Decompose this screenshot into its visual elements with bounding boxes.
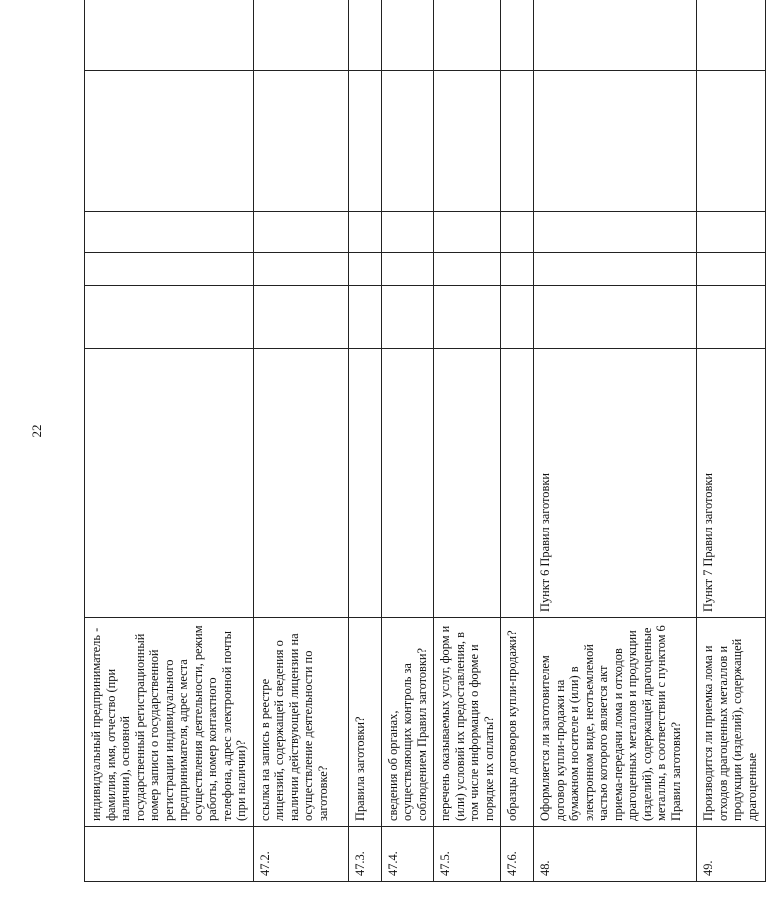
answer-cell — [348, 71, 381, 212]
answer-cell — [381, 212, 434, 253]
answer-cell — [534, 0, 697, 71]
answer-cell — [85, 0, 254, 71]
reference-cell: Пункт 7 Правил заготовки — [697, 349, 766, 618]
table-row — [697, 0, 766, 882]
answer-cell — [697, 71, 766, 212]
answer-cell — [348, 253, 381, 286]
answer-cell — [697, 286, 766, 349]
answer-cell — [501, 253, 534, 286]
reference-cell — [434, 349, 501, 618]
question-cell: образцы договоров купли-продажи? — [501, 618, 534, 827]
answer-cell — [501, 212, 534, 253]
row-number: 47.6. — [501, 827, 534, 882]
answer-cell — [348, 286, 381, 349]
row-number: 49. — [697, 827, 766, 882]
answer-cell — [85, 71, 254, 212]
answer-cell — [253, 0, 348, 71]
table-row — [534, 0, 697, 882]
answer-cell — [534, 253, 697, 286]
answer-cell — [253, 212, 348, 253]
answer-cell — [381, 253, 434, 286]
question-cell: Правила заготовки? — [348, 618, 381, 827]
answer-cell — [501, 0, 534, 71]
answer-cell — [348, 212, 381, 253]
question-cell: сведения об органах, осуществляющих контроль за соблюдением Правил заготовки? — [381, 618, 434, 827]
answer-cell — [501, 286, 534, 349]
answer-cell — [534, 212, 697, 253]
row-number: 48. — [534, 827, 697, 882]
table-row — [253, 0, 348, 882]
question-cell: индивидуальный предприниматель - фамилия, имя, отчество (при наличии), основной государственный регистрационный номер записи о государственной регистрации индивидуального предпринимателя, адрес места осуществления деятельности, режим работы, номер контактного телефона, адрес электронной почты (при наличии)? — [85, 618, 254, 827]
checklist-table — [84, 0, 766, 882]
answer-cell — [697, 0, 766, 71]
answer-cell — [501, 71, 534, 212]
answer-cell — [85, 212, 254, 253]
answer-cell — [434, 0, 501, 71]
reference-cell — [85, 349, 254, 618]
question-cell: ссылка на запись в реестре лицензий, содержащей сведения о наличии действующей лицензии на осуществление деятельности по заготовке? — [253, 618, 348, 827]
table-row — [348, 0, 381, 882]
answer-cell — [253, 286, 348, 349]
answer-cell — [697, 212, 766, 253]
answer-cell — [253, 253, 348, 286]
answer-cell — [534, 286, 697, 349]
answer-cell — [534, 71, 697, 212]
reference-cell: Пункт 6 Правил заготовки — [534, 349, 697, 618]
row-number: 47.2. — [253, 827, 348, 882]
answer-cell — [434, 253, 501, 286]
reference-cell — [501, 349, 534, 618]
row-number: 47.4. — [381, 827, 434, 882]
answer-cell — [348, 0, 381, 71]
answer-cell — [434, 212, 501, 253]
table-row — [501, 0, 534, 882]
answer-cell — [434, 286, 501, 349]
answer-cell — [85, 253, 254, 286]
row-number: 47.5. — [434, 827, 501, 882]
reference-cell — [253, 349, 348, 618]
answer-cell — [381, 0, 434, 71]
reference-cell — [348, 349, 381, 618]
row-number: 47.3. — [348, 827, 381, 882]
answer-cell — [381, 286, 434, 349]
question-cell: Производится ли приемка лома и отходов драгоценных металлов и продукции (изделий), содержащей драгоценные — [697, 618, 766, 827]
row-number — [85, 827, 254, 882]
answer-cell — [697, 253, 766, 286]
answer-cell — [381, 71, 434, 212]
question-cell: Оформляется ли заготовителем договор купли-продажи на бумажном носителе и (или) в электронном виде, неотъемлемой частью которого является акт приема-передачи лома и отходов драгоценных металлов и продукции (изделий), содержащей драгоценные металлы, в соответствии с пунктом 6 Правил заготовки? — [534, 618, 697, 827]
question-cell: перечень оказываемых услуг, форм и (или) условий их предоставления, в том числе информация о форме и порядке их оплаты? — [434, 618, 501, 827]
answer-cell — [85, 286, 254, 349]
table-row — [85, 0, 254, 882]
page-number: 22 — [29, 424, 44, 438]
reference-cell — [381, 349, 434, 618]
answer-cell — [434, 71, 501, 212]
table-row — [434, 0, 501, 882]
rotated-page-content — [84, 0, 759, 891]
table-row — [381, 0, 434, 882]
answer-cell — [253, 71, 348, 212]
